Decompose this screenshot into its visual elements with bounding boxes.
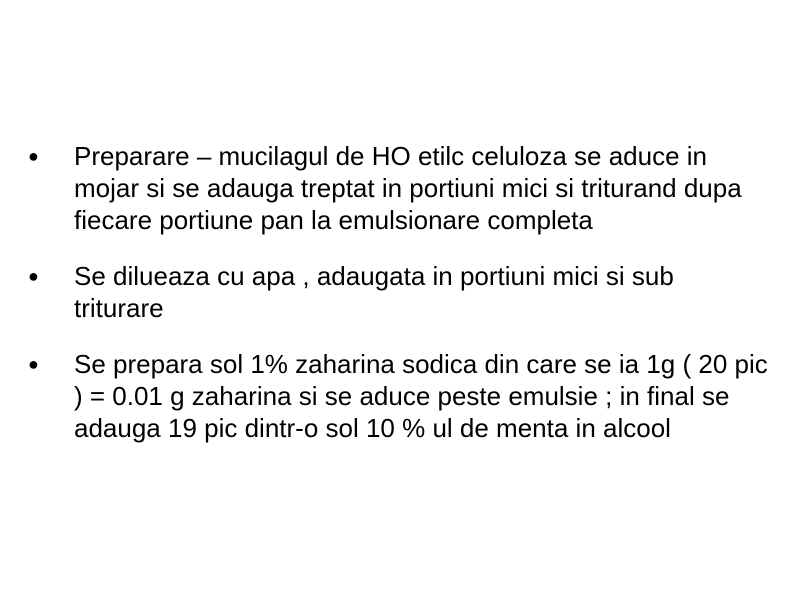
bullet-text: Se dilueaza cu apa , adaugata in portiuni mici si sub triturare <box>74 261 674 323</box>
bullet-dot-icon: ● <box>28 266 39 286</box>
bullet-item <box>28 140 768 236</box>
bullet-item <box>28 348 768 444</box>
bullet-text: Preparare – mucilagul de HO etilc celuloza se aduce in mojar si se adauga treptat in portiuni mici si triturand dupa fiecare portiune pan la emulsionare completa <box>74 141 742 235</box>
bullet-text: Se prepara sol 1% zaharina sodica din care se ia 1g ( 20 pic ) = 0.01 g zaharina si se aduce peste emulsie ; in final se adauga 19 pic dintr-o sol 10 % ul de menta in alcool <box>74 349 768 443</box>
bullet-dot-icon: ● <box>28 146 39 166</box>
bullet-dot-icon: ● <box>28 354 39 374</box>
bullet-item <box>28 260 768 324</box>
bullet-list <box>28 140 768 444</box>
